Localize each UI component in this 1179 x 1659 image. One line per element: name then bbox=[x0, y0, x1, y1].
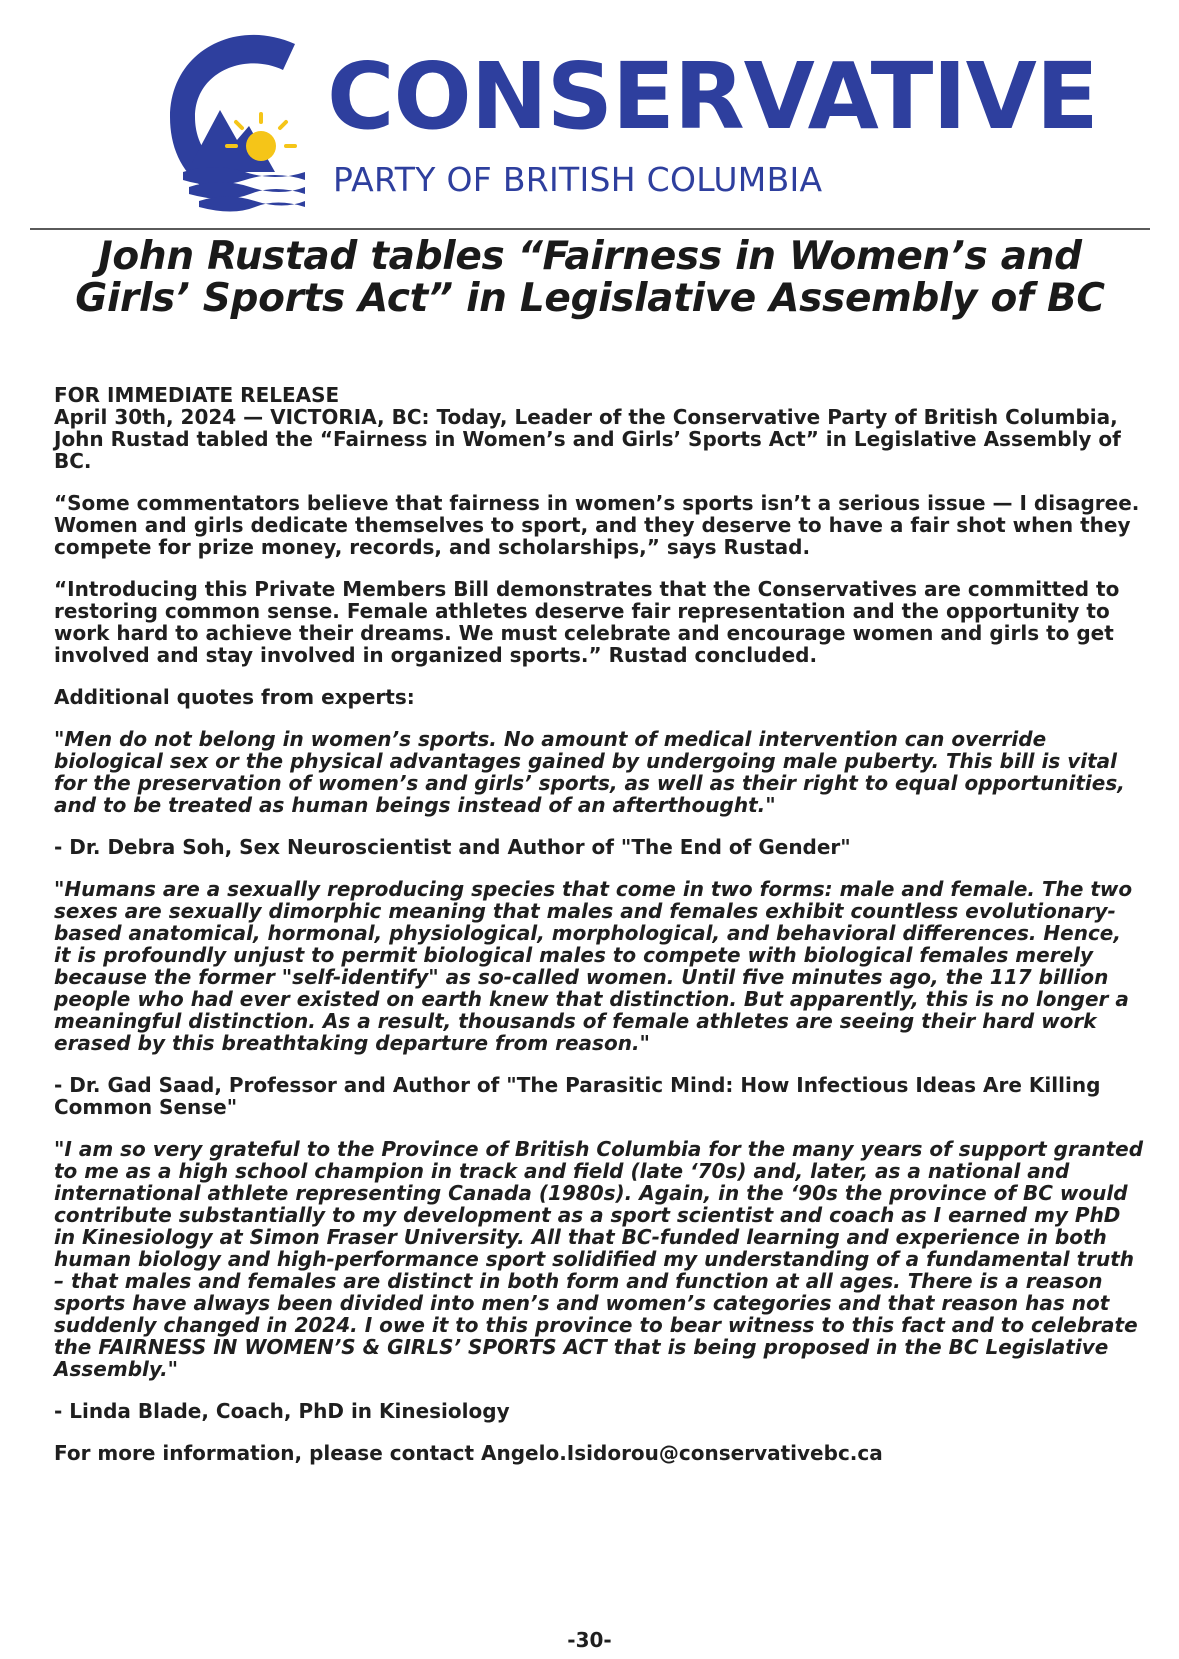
party-logo bbox=[165, 22, 1098, 212]
end-marker: -30- bbox=[567, 1628, 612, 1652]
contact-line bbox=[54, 1442, 1144, 1464]
contact-prefix: For more information, please contact bbox=[54, 1441, 482, 1465]
paragraph: “Some commentators believe that fairness in women’s sports isn’t a serious issue — I disagree. Women and girls dedicate themselves to sport, and they deserve to have a fair shot when they compete for prize money, records, and scholarships,” says Rustad. bbox=[54, 491, 1140, 559]
header-divider bbox=[30, 228, 1150, 230]
brand-subtitle: PARTY OF BRITISH COLUMBIA bbox=[333, 160, 823, 199]
expert-quote: "I am so very grateful to the Province of British Columbia for the many years of support granted to me as a high school champion in track and field (late ‘70s) and, later, as a national and international athlete representing Canada (1980s). Again, in the ‘90s the province of BC would contribute substantially to my development as a sport scientist and coach as I earned my PhD in Kinesiology at Simon Fraser University. All that BC-funded learning and experience in both human biology and high-performance sport solidified my understanding of a fundamental truth – that males and females are distinct in both form and function at all ages. There is a reason sports have always been divided into men’s and women’s categories and that reason has not suddenly changed in 2024. I owe it to this province to bear witness to this fact and to celebrate the FAIRNESS IN WOMEN’S & GIRLS’ SPORTS ACT that is being proposed in the BC Legislative Assembly." bbox=[54, 1137, 1144, 1381]
press-release-body bbox=[54, 384, 1144, 1464]
quote-attribution: - Dr. Debra Soh, Sex Neuroscientist and Author of "The End of Gender" bbox=[54, 835, 851, 859]
brand-name: CONSERVATIVE bbox=[327, 43, 1098, 150]
conservative-bc-logo-icon bbox=[165, 22, 315, 212]
paragraph: “Introducing this Private Members Bill demonstrates that the Conservatives are committed to restoring common sense. Female athletes deserve fair representation and the opportunity to work hard to achieve their dreams. We must celebrate and encourage women and girls to get involved and stay involved in organized sports.” Rustad concluded. bbox=[54, 577, 1120, 667]
quote-attribution: - Dr. Gad Saad, Professor and Author of "The Parasitic Mind: How Infectious Ideas Are Killing Common Sense" bbox=[54, 1073, 1101, 1119]
experts-heading: Additional quotes from experts: bbox=[54, 685, 415, 709]
quote-attribution: - Linda Blade, Coach, PhD in Kinesiology bbox=[54, 1399, 510, 1423]
expert-quote: "Humans are a sexually reproducing species that come in two forms: male and female. The two sexes are sexually dimorphic meaning that males and females exhibit countless evolutionary-based anatomical, hormonal, physiological, morphological, and behavioral differences. Hence, it is profoundly unjust to permit biological males to compete with biological females merely because the former "self-identify" as so-called women. Until five minutes ago, the 117 billion people who had ever existed on earth knew that distinction. But apparently, this is no longer a meaningful distinction. As a result, thousands of female athletes are seeing their hard work erased by this breathtaking departure from reason." bbox=[54, 877, 1133, 1055]
expert-quote: "Men do not belong in women’s sports. No amount of medical intervention can override biological sex or the physical advantages gained by undergoing male puberty. This bill is vital for the preservation of women’s and girls’ sports, as well as their right to equal opportunities, and to be treated as human beings instead of an afterthought." bbox=[54, 727, 1125, 817]
release-label: FOR IMMEDIATE RELEASE bbox=[54, 383, 340, 407]
contact-email-link[interactable]: Angelo.Isidorou@conservativebc.ca bbox=[481, 1441, 883, 1465]
page-title: John Rustad tables “Fairness in Women’s and Girls’ Sports Act” in Legislative Assembly of BC bbox=[75, 234, 1105, 321]
release-lead: April 30th, 2024 — VICTORIA, BC: Today, Leader of the Conservative Party of British Columbia, John Rustad tabled the “Fairness in Women’s and Girls’ Sports Act” in Legislative Assembly of BC. bbox=[54, 405, 1121, 473]
